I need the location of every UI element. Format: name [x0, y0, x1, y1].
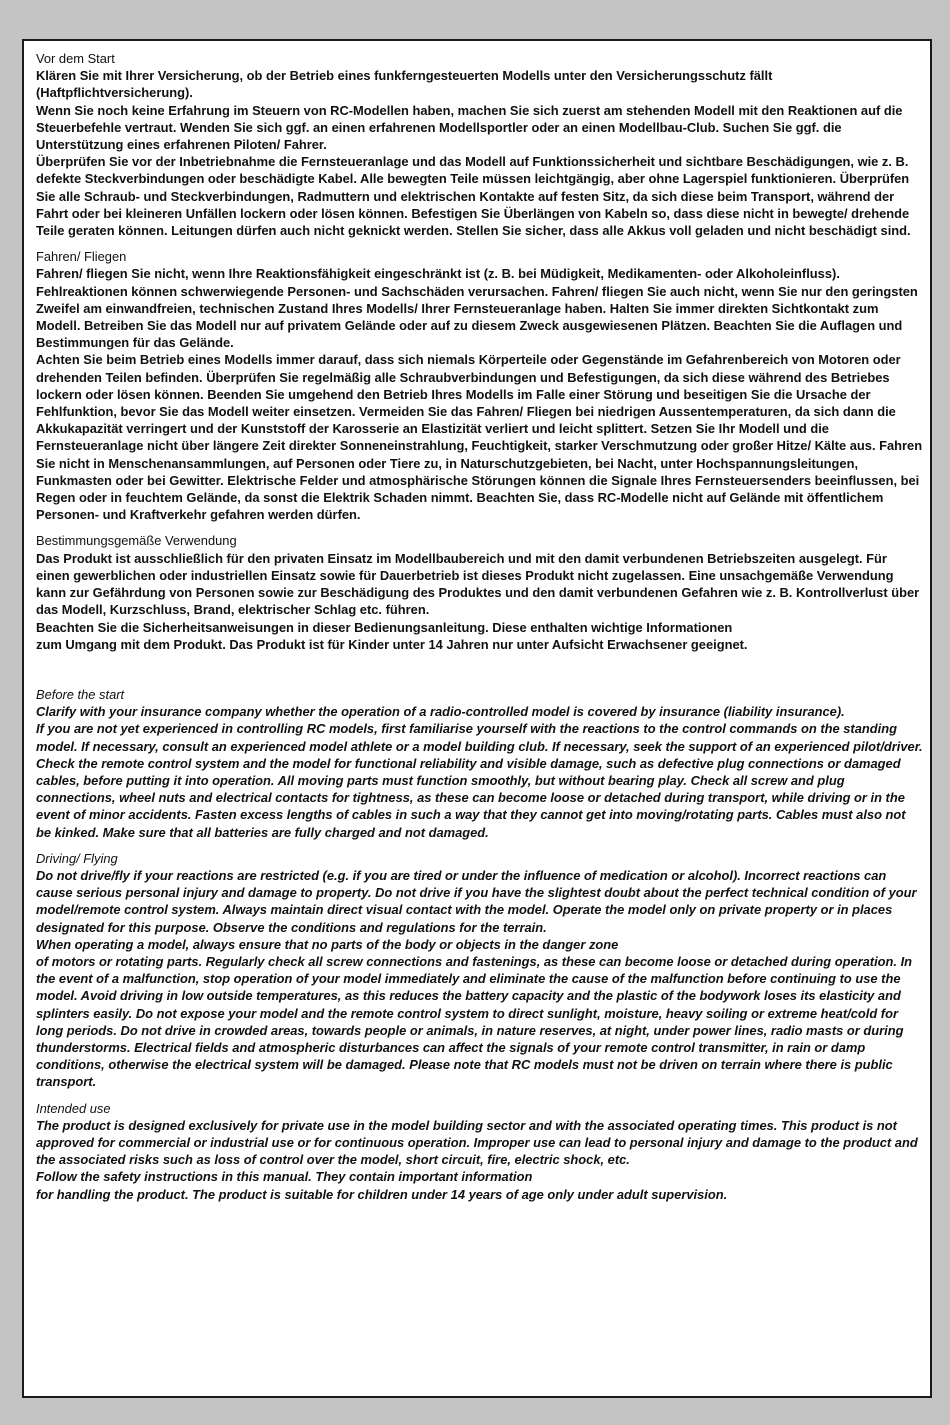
section-heading: Fahren/ Fliegen: [36, 249, 127, 265]
section-vor-dem-start: [36, 50, 924, 239]
paragraph: Wenn Sie noch keine Erfahrung im Steuern von RC-Modellen haben, machen Sie sich zuerst am stehenden Modell mit den Reaktionen auf die Steuerbefehle vertraut. Wenden Sie sich ggf. an einen erfahrenen Modellsportler oder an einen Modellbau-Club. Suchen Sie ggf. die Unterstützung eines erfahrenen Piloten/ Fahrer.: [36, 102, 903, 153]
paragraph: Beachten Sie die Sicherheitsanweisungen in dieser Bedienungsanleitung. Diese enthalten wichtige Informationen: [36, 619, 733, 635]
paragraph: If you are not yet experienced in controlling RC models, first familiarise yourself with the reactions to the control commands on the standing model. If necessary, consult an experienced model athlete or a model building club. If necessary, seek the support of an experienced pilot/driver.: [36, 721, 923, 754]
section-heading: Driving/ Flying: [36, 850, 118, 866]
english-text-block: [36, 686, 924, 1203]
paragraph: Überprüfen Sie vor der Inbetriebnahme die Fernsteueranlage und das Modell auf Funktionssicherheit und sichtbare Beschädigungen, wie z. B. defekte Steckverbindungen oder beschädigte Kabel. Alle bewegten Teile müssen leichtgängig, aber ohne Lagerspiel funktionieren. Überprüfen Sie alle Schraub- und Steckverbindungen, Radmuttern und elektrischen Kontakte auf festen Sitz, da sich diese beim Transport, während der Fahrt oder bei kleineren Unfällen lockern oder lösen können. Befestigen Sie Überlängen von Kabeln so, dass diese nicht in bewegte/ drehende Teile geraten können. Leitungen dürfen auch nicht geknickt werden. Stellen Sie sicher, dass alle Akkus voll geladen und nicht beschädigt sind.: [36, 154, 911, 239]
paragraph: Follow the safety instructions in this manual. They contain important information: [36, 1169, 533, 1185]
manual-page: [22, 39, 932, 1398]
paragraph: Clarify with your insurance company whether the operation of a radio-controlled model is covered by insurance (liability insurance).: [36, 704, 845, 720]
section-bestimmungsgemaesse-verwendung: [36, 532, 924, 652]
paragraph: Do not drive/fly if your reactions are restricted (e.g. if you are tired or under the influence of medication or alcohol). Incorrect reactions can cause serious personal injury and damage to property. Do not drive if you have the slightest doubt about the perfect technical condition of your model/remote control system. Always maintain direct visual contact with the model. Operate the model only on private property or in places designated for this purpose. Observe the conditions and regulations for the terrain.: [36, 867, 917, 935]
section-fahren-fliegen: [36, 248, 924, 523]
paragraph: Das Produkt ist ausschließlich für den privaten Einsatz im Modellbaubereich und mit den damit verbundenen Betriebszeiten ausgelegt. Für einen gewerblichen oder industriellen Einsatz sowie für Dauerbetrieb ist dieses Produkt nicht zugelassen. Eine unsachgemäße Verwendung kann zur Gefährdung von Personen sowie zur Beschädigung des Produktes und den damit verbundenen Gefahren wie z. B. Kontrollverlust über das Modell, Kurzschluss, Brand, elektrischer Schlag etc. führen.: [36, 550, 920, 618]
section-heading: Before the start: [36, 686, 125, 702]
section-heading: Intended use: [36, 1100, 111, 1116]
paragraph: When operating a model, always ensure that no parts of the body or objects in the danger zone: [36, 936, 619, 952]
paragraph: of motors or rotating parts. Regularly check all screw connections and fastenings, as these can become loose or detached during operation. In the event of a malfunction, stop operation of your model immediately and eliminate the cause of the malfunction before continuing to use the model. Avoid driving in low outside temperatures, as this reduces the battery capacity and the plastic of the bodywork loses its elasticity and splinters easily. Do not expose your model and the remote control system to direct sunlight, moisture, heavy soiling or extreme heat/cold for long periods. Do not drive in crowded areas, towards people or animals, in nature reserves, at night, under power lines, radio masts or during thunderstorms. Electrical fields and atmospheric disturbances can affect the signals of your remote control transmitter, in rain or damp conditions, otherwise the electrical system will be damaged. Please note that RC models must not be driven on terrain where there is public transport.: [36, 953, 913, 1090]
section-heading: Bestimmungsgemäße Verwendung: [36, 533, 237, 549]
section-before-the-start: [36, 686, 924, 841]
section-heading: Vor dem Start: [36, 51, 115, 66]
paragraph: Klären Sie mit Ihrer Versicherung, ob der Betrieb eines funkferngesteuerten Modells unter den Versicherungsschutz fällt (Haftpflichtversicherung).: [36, 68, 773, 101]
paragraph: for handling the product. The product is suitable for children under 14 years of age only under adult supervision.: [36, 1186, 728, 1202]
german-text-block: [36, 50, 924, 653]
section-intended-use: [36, 1100, 924, 1203]
paragraph: The product is designed exclusively for private use in the model building sector and with the associated operating times. This product is not approved for commercial or industrial use or for continuous operation. Improper use can lead to personal injury and damage to the product and the associated risks such as loss of control over the model, short circuit, fire, electric shock, etc.: [36, 1117, 918, 1168]
paragraph: Fahren/ fliegen Sie nicht, wenn Ihre Reaktionsfähigkeit eingeschränkt ist (z. B. bei Müdigkeit, Medikamenten- oder Alkoholeinfluss). Fehlreaktionen können schwerwiegende Personen- und Sachschäden verursachen. Fahren/ fliegen Sie auch nicht, wenn Sie nur den geringsten Zweifel am einwandfreien, technischen Zustand Ihres Modells/ Ihrer Fernsteueranlage haben. Halten Sie immer direkten Sichtkontakt zum Modell. Betreiben Sie das Modell nur auf privatem Gelände oder auf zu diesem Zweck ausgewiesenen Plätzen. Beachten Sie die Auflagen und Bestimmungen für das Gelände.: [36, 266, 918, 351]
page-content: [36, 50, 924, 1212]
paragraph: zum Umgang mit dem Produkt. Das Produkt ist für Kinder unter 14 Jahren nur unter Aufsicht Erwachsener geeignet.: [36, 636, 748, 652]
paragraph: Check the remote control system and the model for functional reliability and visible damage, such as defective plug connections or damaged cables, before putting it into operation. All moving parts must function smoothly, but without bearing play. Check all screw and plug connections, wheel nuts and electrical contacts for tightness, as these can become loose or detached during transport, while driving or in the event of minor accidents. Fasten excess lengths of cables in such a way that they cannot get into moving/rotating parts. Cables must also not be kinked. Make sure that all batteries are fully charged and not damaged.: [36, 755, 906, 840]
section-driving-flying: [36, 850, 924, 1091]
paragraph: Achten Sie beim Betrieb eines Modells immer darauf, dass sich niemals Körperteile oder Gegenstände im Gefahrenbereich von Motoren oder drehenden Teilen befinden. Überprüfen Sie regelmäßig alle Schraubverbindungen und Befestigungen, da sich diese während des Betriebes lockern oder lösen können. Beenden Sie umgehend den Betrieb Ihres Modells im Falle einer Störung und beseitigen Sie die Ursache der Fehlfunktion, bevor Sie das Modell weiter einsetzen. Vermeiden Sie das Fahren/ Fliegen bei niedrigen Aussentemperaturen, da sich dann die Akkukapazität verringert und der Kunststoff der Karosserie an Elastizität verliert und leicht splittert. Setzen Sie Ihr Modell und die Fernsteueranlage nicht über längere Zeit direkter Sonneneinstrahlung, Feuchtigkeit, starker Verschmutzung oder großer Hitze/ Kälte aus. Fahren Sie nicht in Menschenansammlungen, auf Personen oder Tiere zu, in Naturschutzgebieten, bei Nacht, unter Hochspannungsleitungen, Funkmasten oder bei Gewitter. Elektrische Felder und atmosphärische Störungen können die Signale Ihres Fernsteuersenders beeinflussen, bei Regen oder in feuchtem Gelände, da sonst die Elektrik Schaden nimmt. Beachten Sie, dass RC-Modelle nicht auf Gelände mit öffentlichem Personen- und Kraftverkehr gefahren werden dürfen.: [36, 352, 923, 523]
